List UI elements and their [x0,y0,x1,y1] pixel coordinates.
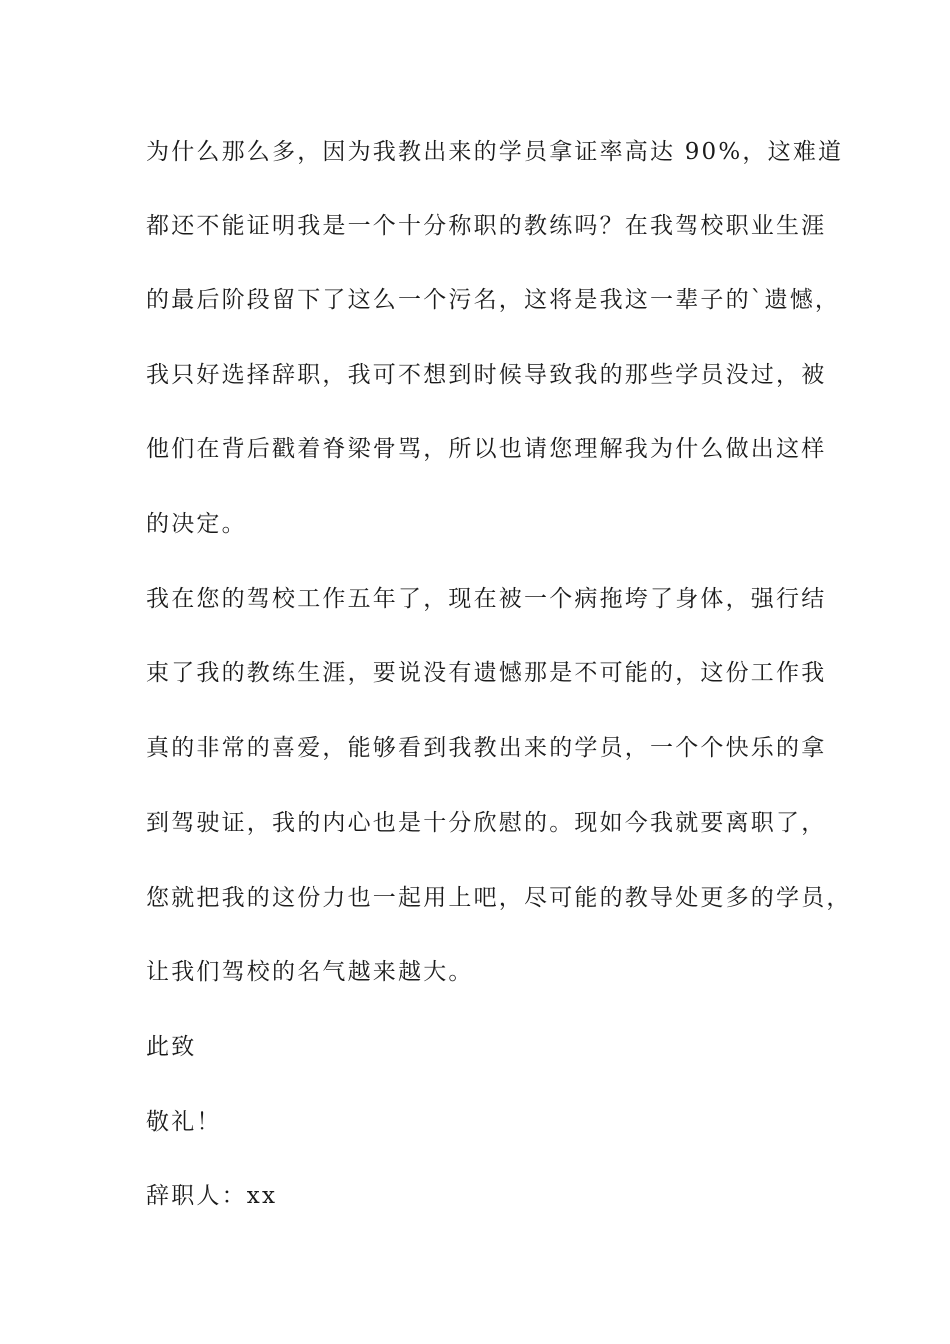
paragraph-line: 让我们驾校的名气越来越大。 [146,959,474,985]
paragraph-line: 都还不能证明我是一个十分称职的教练吗？在我驾校职业生涯 [146,213,827,239]
closing-salutation: 此致 [146,1034,197,1060]
paragraph-line: 您就把我的这份力也一起用上吧，尽可能的教导处更多的学员， [146,885,852,911]
paragraph-line: 真的非常的喜爱，能够看到我教出来的学员，一个个快乐的拿 [146,735,827,761]
paragraph-line: 他们在背后戳着脊梁骨骂，所以也请您理解我为什么做出这样 [146,436,827,462]
paragraph-line: 的最后阶段留下了这么一个污名，这将是我这一辈子的`遗憾， [146,287,841,313]
paragraph-line: 我在您的驾校工作五年了，现在被一个病拖垮了身体，强行结 [146,586,827,612]
closing-regards: 敬礼！ [146,1109,222,1135]
signature-line: 辞职人：xx [146,1183,278,1209]
paragraph-line: 的决定。 [146,511,247,537]
paragraph-line: 束了我的教练生涯，要说没有遗憾那是不可能的，这份工作我 [146,660,827,686]
paragraph-line: 到驾驶证，我的内心也是十分欣慰的。现如今我就要离职了， [146,810,827,836]
paragraph-line: 为什么那么多，因为我教出来的学员拿证率高达 90%，这难道 [146,139,844,165]
paragraph-line: 我只好选择辞职，我可不想到时候导致我的那些学员没过，被 [146,362,827,388]
